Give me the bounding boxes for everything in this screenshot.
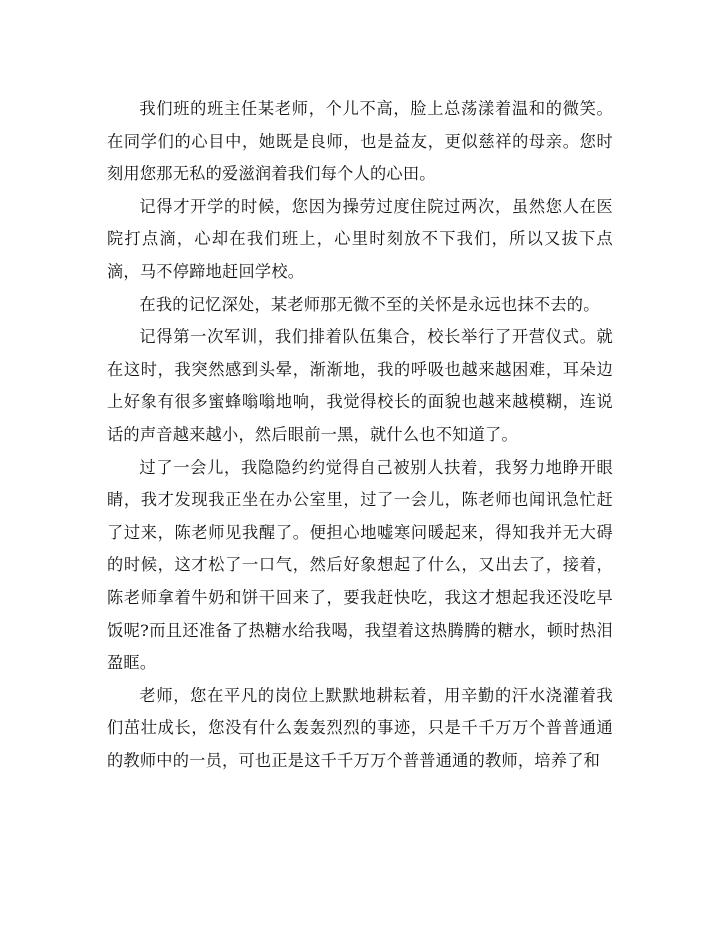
paragraph-6: 老师，您在平凡的岗位上默默地耕耘着，用辛勤的汗水浇灌着我们茁壮成长，您没有什么轰轰烈烈的事迹，只是千千万万个普普通通的教师中的一员，可也正是这千千万万个普普通通的教师，培养了和 bbox=[107, 685, 613, 770]
paragraph-4: 记得第一次军训，我们排着队伍集合，校长举行了开营仪式。就在这时，我突然感到头晕，渐渐地，我的呼吸也越来越困难，耳朵边上好象有很多蜜蜂嗡嗡地响，我觉得校长的面貌也越来越模糊，连说话的声音越来越小，然后眼前一黑，就什么也不知道了。 bbox=[107, 327, 613, 444]
paragraph-3: 在我的记忆深处，某老师那无微不至的关怀是永远也抹不去的。 bbox=[139, 294, 600, 314]
paragraph-1: 我们班的班主任某老师，个儿不高，脸上总荡漾着温和的微笑。在同学们的心目中，她既是良师，也是益友，更似慈祥的母亲。您时刻用您那无私的爱滋润着我们每个人的心田。 bbox=[107, 99, 613, 184]
document-body bbox=[107, 93, 613, 777]
paragraph-2: 记得才开学的时候，您因为操劳过度住院过两次，虽然您人在医院打点滴，心却在我们班上，心里时刻放不下我们，所以又拔下点滴，马不停蹄地赶回学校。 bbox=[107, 196, 613, 281]
paragraph-5: 过了一会儿，我隐隐约约觉得自己被别人扶着，我努力地睁开眼睛，我才发现我正坐在办公室里，过了一会儿，陈老师也闻讯急忙赶了过来，陈老师见我醒了。便担心地嘘寒问暖起来，得知我并无大碍的时候，这才松了一口气，然后好象想起了什么，又出去了，接着，陈老师拿着牛奶和饼干回来了，要我赶快吃，我这才想起我还没吃早饭呢?而且还准备了热糖水给我喝，我望着这热腾腾的糖水，顿时热泪盈眶。 bbox=[107, 457, 613, 673]
